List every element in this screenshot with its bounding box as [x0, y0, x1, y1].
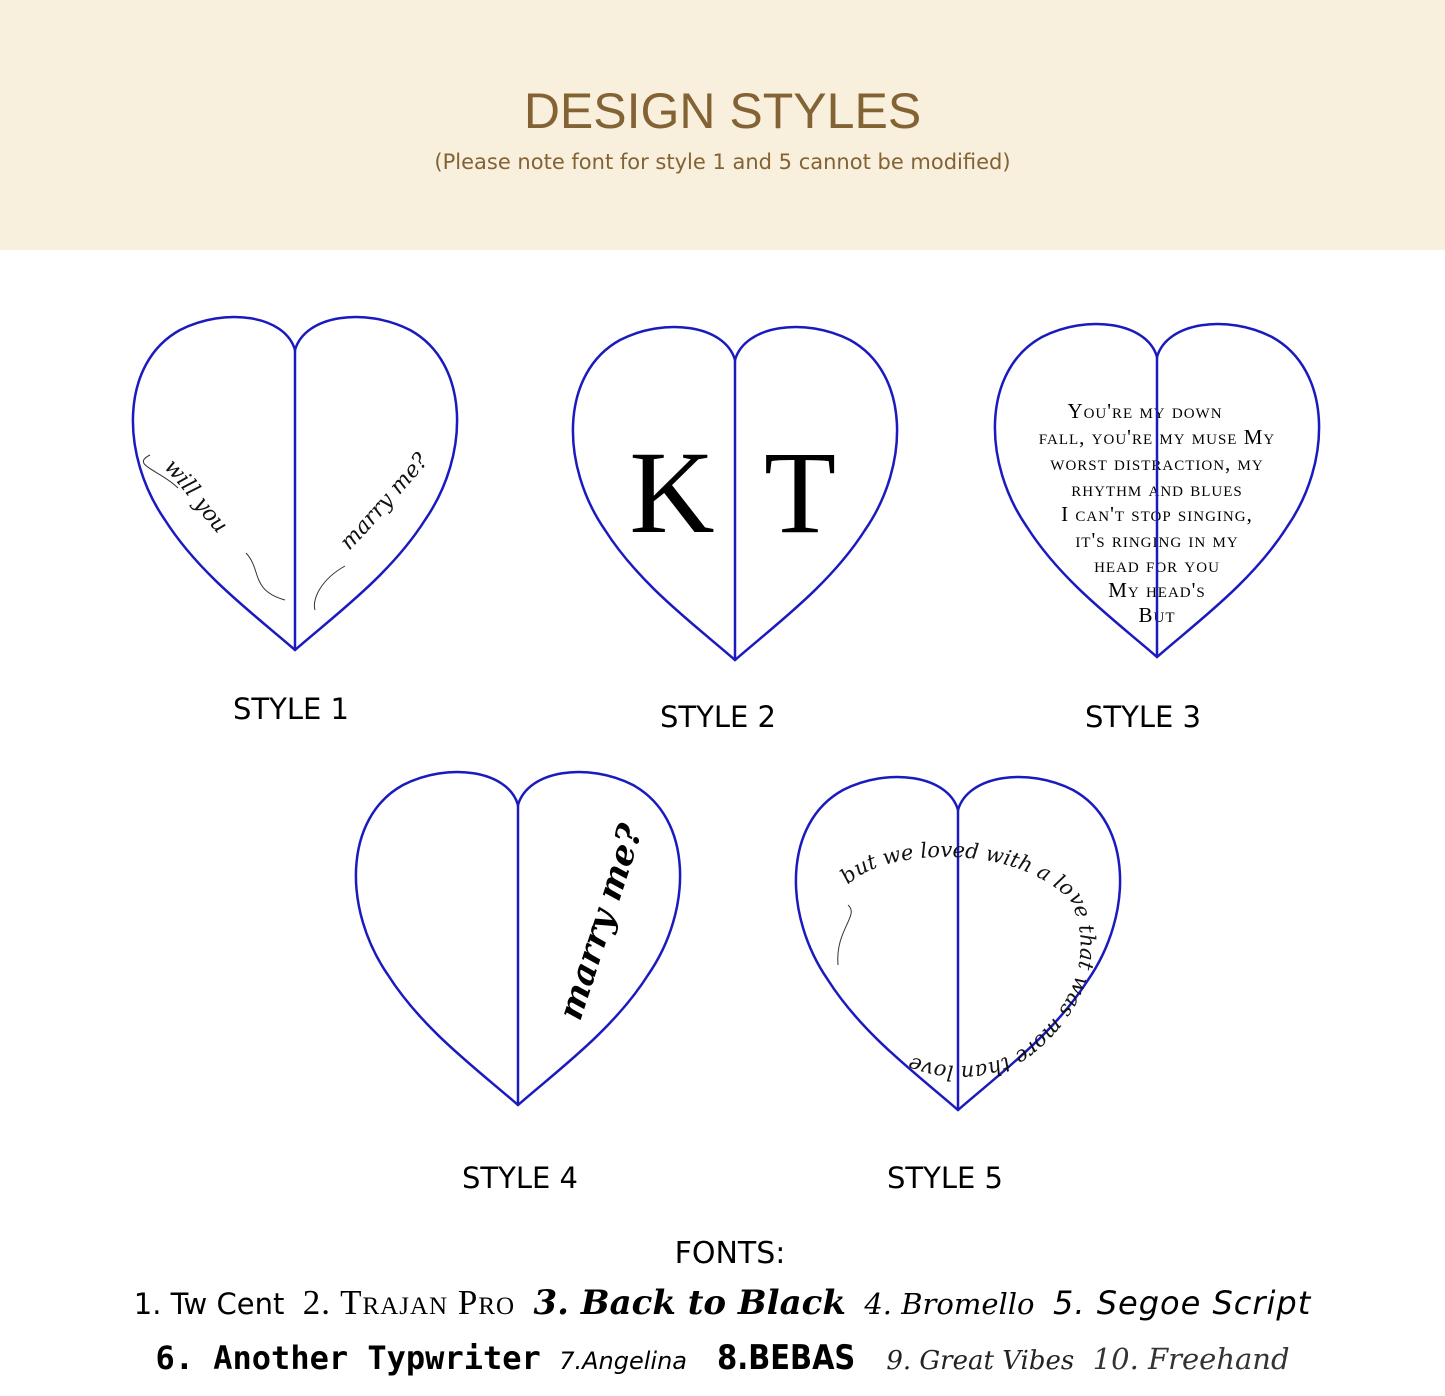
font-option-4: 4. Bromello	[864, 1287, 1035, 1321]
style-2-left-initial: K	[629, 427, 715, 558]
style-1-label: STYLE 1	[233, 692, 349, 726]
lyric-line: I can't stop singing,	[1061, 502, 1253, 526]
lyric-line: it's ringing in my	[1075, 528, 1239, 552]
lyric-line: My head's	[1108, 578, 1206, 602]
style-2-label: STYLE 2	[660, 700, 776, 734]
style-5-label: STYLE 5	[887, 1161, 1003, 1195]
lyric-line: You're my down	[1067, 399, 1223, 423]
font-option-1: 1. Tw Cent	[133, 1287, 285, 1321]
font-option-8: 8.BEBAS	[717, 1338, 856, 1378]
lyric-line: fall, you're my muse My	[1038, 425, 1276, 449]
style-2-heart	[573, 327, 897, 660]
style-1-right-text: marry me?	[335, 448, 434, 556]
font-option-5: 5. Segoe Script	[1052, 1284, 1312, 1322]
style-5-heart	[796, 777, 1120, 1110]
style-4-label: STYLE 4	[462, 1161, 578, 1195]
font-option-2: 2. Trajan Pro	[302, 1283, 516, 1322]
style-3-label: STYLE 3	[1085, 700, 1201, 734]
font-option-9: 9. Great Vibes	[886, 1346, 1075, 1376]
font-option-10: 10. Freehand	[1092, 1342, 1290, 1376]
style-4-right-text: marry me?	[550, 819, 652, 1025]
fonts-row-1	[0, 1283, 1445, 1323]
lyric-line: head for you	[1094, 553, 1220, 577]
page-subtitle: (Please note font for style 1 and 5 cannot be modified)	[434, 150, 1011, 174]
fonts-title: FONTS:	[674, 1236, 786, 1271]
font-option-6: 6. Another Typwriter	[155, 1339, 541, 1377]
style-4-heart	[356, 772, 680, 1105]
style-5-ring-text: but we loved with a love that was more than love	[835, 837, 1100, 1086]
fonts-row-2	[0, 1338, 1445, 1378]
lyric-line: rhythm and blues	[1071, 477, 1243, 501]
font-option-3: 3. Back to Black	[533, 1283, 846, 1323]
lyric-line: worst distraction, my	[1050, 451, 1264, 475]
lyric-line: But	[1138, 603, 1176, 627]
page-title: DESIGN STYLES	[523, 83, 922, 139]
style-1-left-text: will you	[158, 454, 233, 539]
font-option-7: 7.Angelina	[559, 1347, 687, 1375]
style-2-right-initial: T	[763, 427, 837, 558]
